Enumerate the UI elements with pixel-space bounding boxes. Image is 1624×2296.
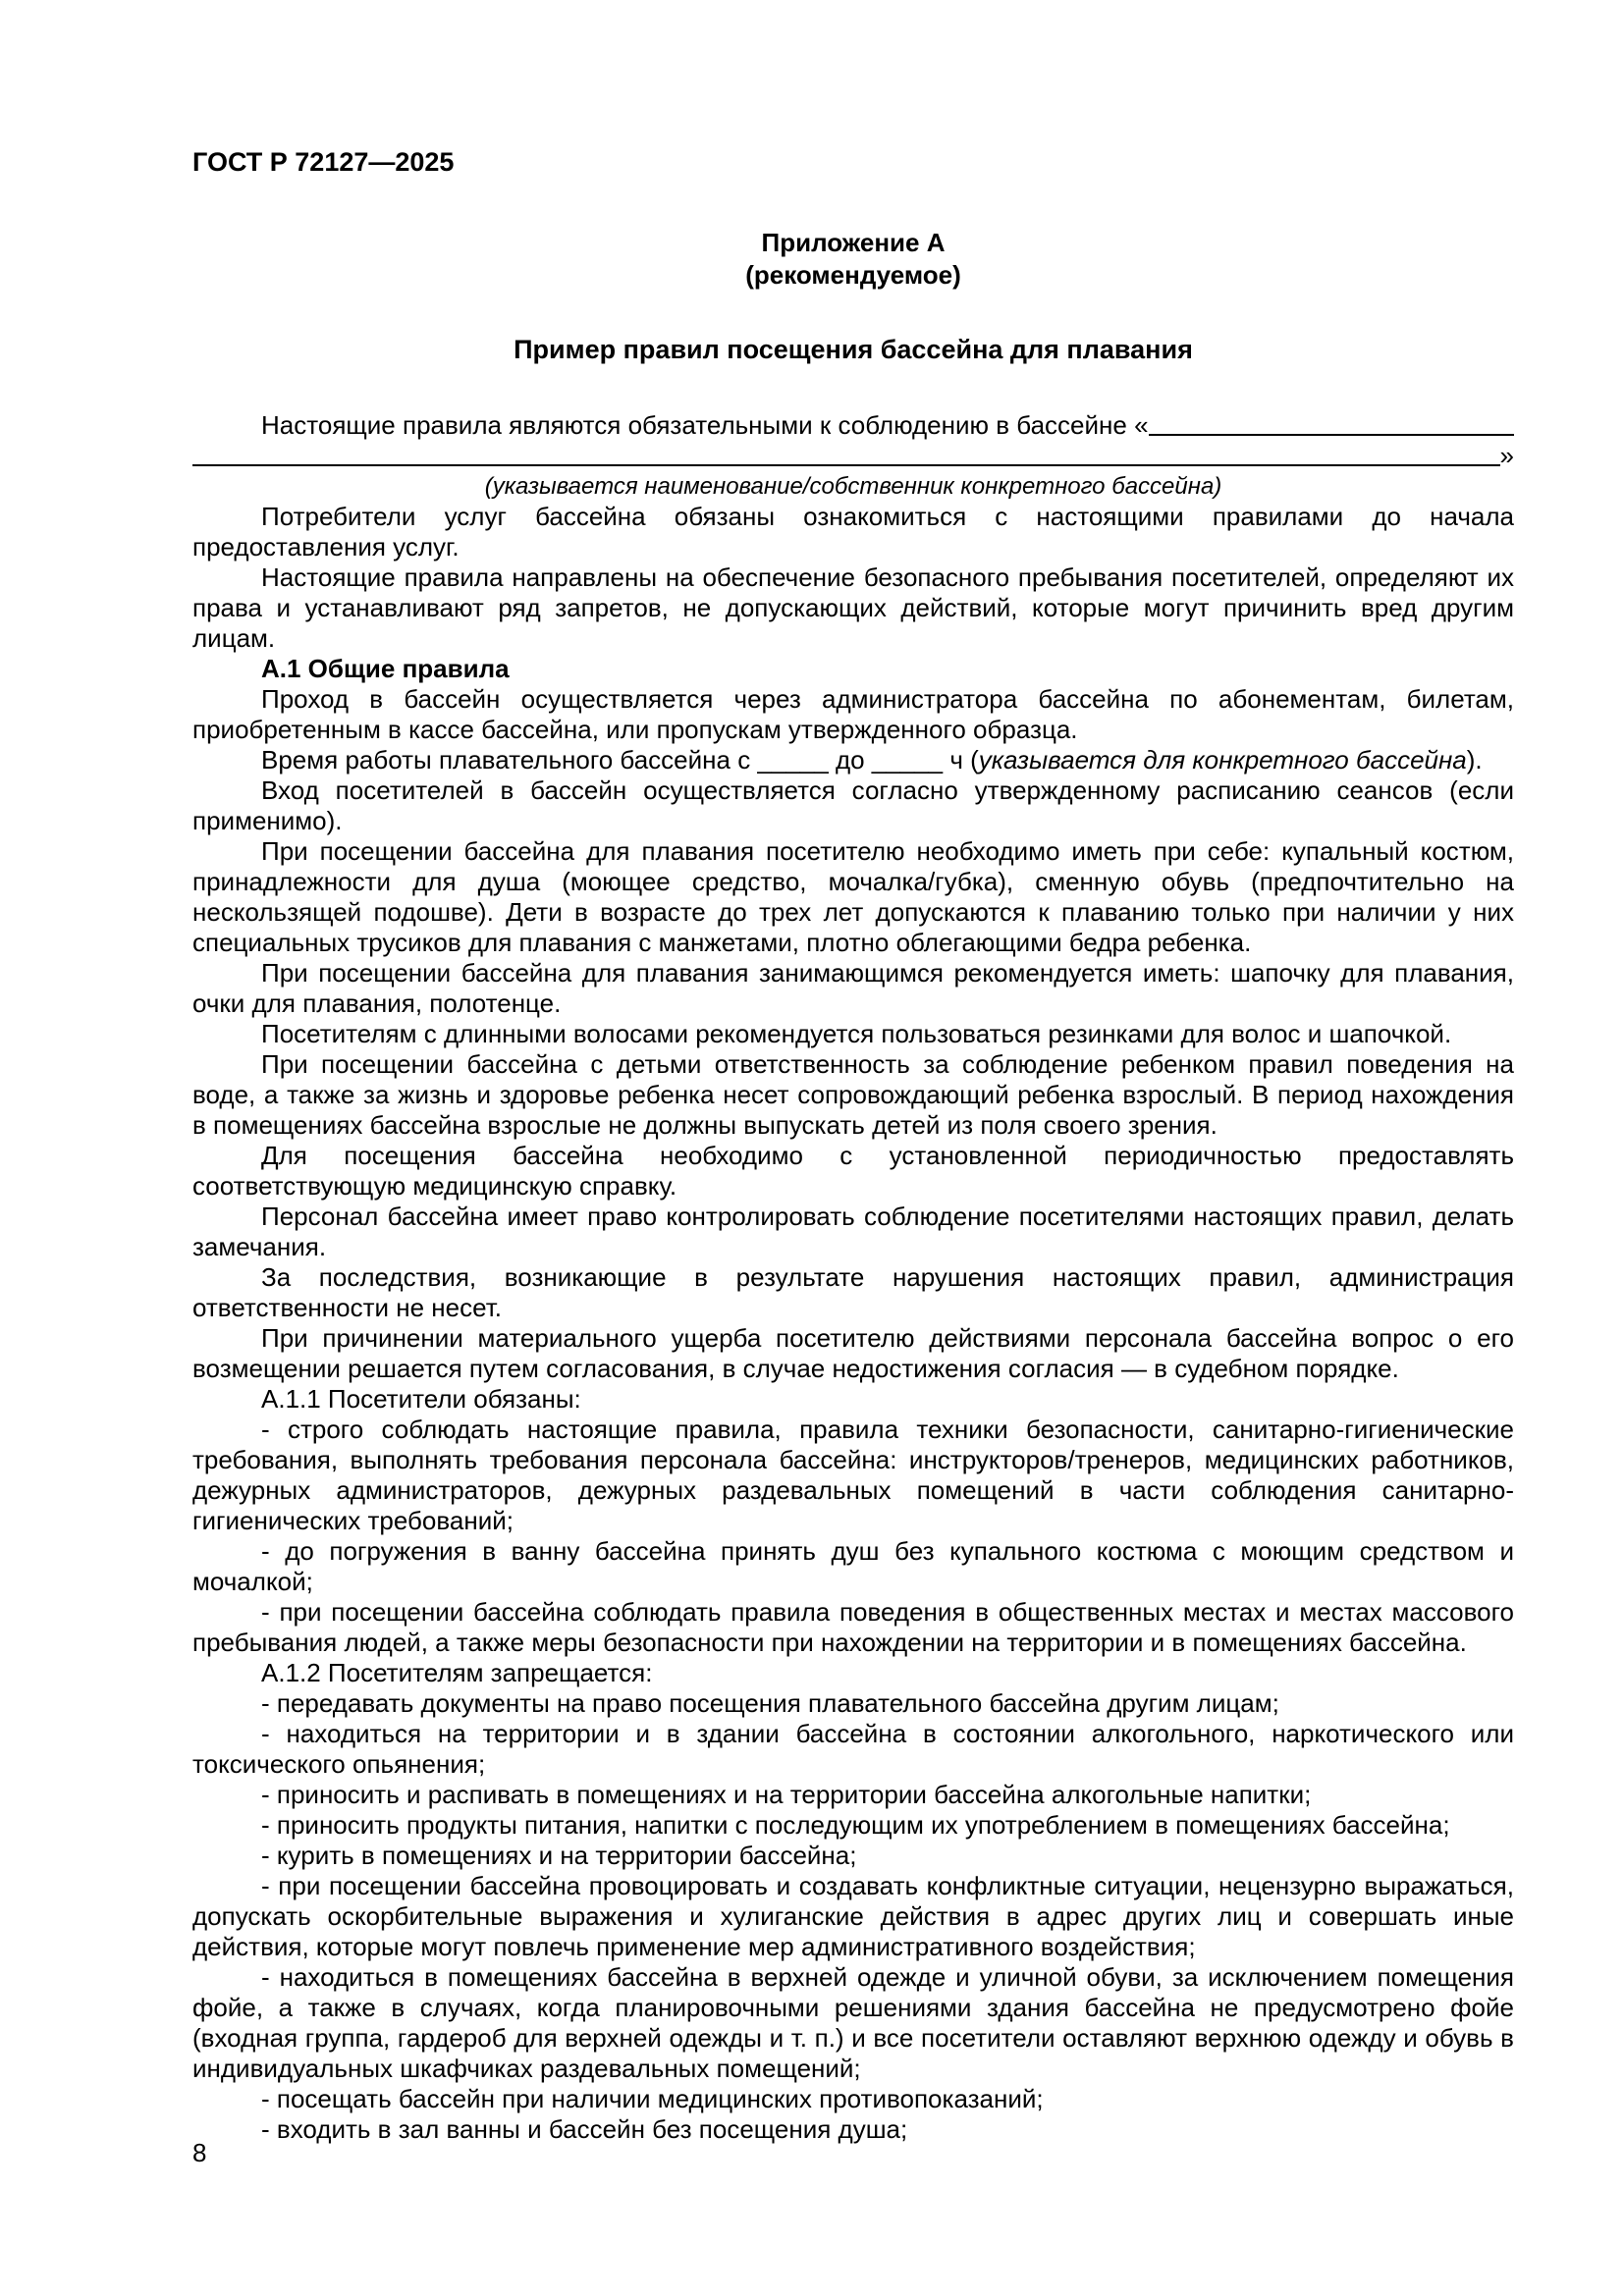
paragraph-text: - при посещении бассейна провоцировать и создавать конфликтные ситуации, нецензурно выражаться, допускать оскорбительные выражения и хулиганские действия в адрес других лиц и совершать иные действия, которые могут повлечь применение мер административного воздействия; [192,1871,1514,1961]
paragraph-text: - находиться в помещениях бассейна в верхней одежде и уличной обуви, за исключением помещения фойе, а также в случаях, когда планировочными решениями здания бассейна не предусмотрено фойе (входная группа, гардероб для верхней одежды и т. п.) и все посетители оставляют верхнюю одежду и обувь в индивидуальных шкафчиках раздевальных помещений; [192,1962,1514,2083]
paragraph-text: - приносить и распивать в помещениях и на территории бассейна алкогольные напитки; [261,1780,1312,1809]
paragraph-text: - передавать документы на право посещения плавательного бассейна другим лицам; [261,1688,1279,1718]
paragraph [192,1323,1514,1384]
paragraph-text: При посещении бассейна для плавания посетителю необходимо иметь при себе: купальный костюм, принадлежности для душа (моющее средство, мочалка/губка), сменную обувь (предпочтительно на нескользящей подошве). Дети в возрасте до трех лет допускаются к плаванию только при наличии у них специальных трусиков для плавания с манжетами, плотно облегающими бедра ребенка. [192,836,1514,957]
list-item [192,1780,1514,1810]
list-item [192,1536,1514,1597]
paragraph-text: За последствия, возникающие в результате нарушения настоящих правил, администрация ответственности не несет. [192,1262,1514,1322]
paragraph [192,1019,1514,1049]
paragraph-text: - приносить продукты питания, напитки с последующим их употреблением в помещениях бассейна; [261,1810,1450,1840]
paragraph [192,502,1514,562]
pool-name-line-2 [192,441,1514,471]
list-item [192,1962,1514,2084]
paragraph-text: - посещать бассейн при наличии медицинских противопоказаний; [261,2084,1044,2113]
paragraph-text: Для посещения бассейна необходимо с установленной периодичностью предоставлять соответствующую медицинскую справку. [192,1141,1514,1201]
paragraph-text: (указывается наименование/собственник конкретного бассейна) [484,473,1222,500]
list-item [192,1597,1514,1658]
list-item [192,1688,1514,1719]
paragraph-text: Персонал бассейна имеет право контролировать соблюдение посетителями настоящих правил, делать замечания. [192,1201,1514,1261]
paragraph-text: » [1499,441,1514,470]
list-item [192,1415,1514,1536]
blank-underline [1149,410,1514,436]
pool-name-line-1 [192,410,1514,441]
paragraph-text: Время работы плавательного бассейна с _____ до _____ ч ( [261,745,979,774]
list-item [192,1841,1514,1871]
paragraph [192,562,1514,654]
appendix-note: (рекомендуемое) [745,260,961,290]
paragraph-text: Потребители услуг бассейна обязаны ознакомиться с настоящими правилами до начала предоставления услуг. [192,502,1514,561]
subsection-a12-heading [192,1658,1514,1688]
paragraph-text: Проход в бассейн осуществляется через администратора бассейна по абонементам, билетам, приобретенным в кассе бассейна, или пропускам утвержденного образца. [192,684,1514,744]
paragraph-text: А.1.1 Посетители обязаны: [261,1384,581,1414]
paragraph-text: - входить в зал ванны и бассейн без посещения душа; [261,2114,908,2144]
document-title: Пример правил посещения бассейна для плавания [514,335,1193,364]
paragraph-text: Посетителям с длинными волосами рекомендуется пользоваться резинками для волос и шапочкой. [261,1019,1452,1048]
paragraph-text: ). [1466,745,1483,774]
paragraph-text: - курить в помещениях и на территории бассейна; [261,1841,857,1870]
paragraph-text: При посещении бассейна для плавания занимающимся рекомендуется иметь: шапочку для плавания, очки для плавания, полотенце. [192,958,1514,1018]
paragraph-text: А.1.2 Посетителям запрещается: [261,1658,653,1687]
paragraph-text: Настоящие правила направлены на обеспечение безопасного пребывания посетителей, определяют их права и устанавливают ряд запретов, не допускающих действий, которые могут причинить вред другим лицам. [192,562,1514,653]
list-item [192,1719,1514,1780]
doc-number: ГОСТ Р 72127—2025 [192,147,455,177]
list-item [192,2084,1514,2114]
paragraph [192,684,1514,745]
paragraph-text: При причинении материального ущерба посетителю действиями персонала бассейна вопрос о его возмещении решается путем согласования, в случае недостижения согласия — в судебном порядке. [192,1323,1514,1383]
page-number: 8 [192,2138,207,2167]
paragraph [192,836,1514,958]
appendix-label: Приложение А [761,228,946,257]
list-item [192,1810,1514,1841]
paragraph-text: А.1 Общие правила [261,654,510,683]
paragraph [192,775,1514,836]
paragraph [192,1201,1514,1262]
paragraph [192,1141,1514,1201]
paragraph-text: указывается для конкретного бассейна [978,745,1467,774]
paragraph-text: Вход посетителей в бассейн осуществляется согласно утвержденному расписанию сеансов (если применимо). [192,775,1514,835]
section-heading-a1 [192,654,1514,684]
paragraph [192,958,1514,1019]
paragraph [192,1262,1514,1323]
pool-name-caption [192,471,1514,502]
list-item [192,2114,1514,2145]
subsection-a11-heading [192,1384,1514,1415]
list-item [192,1871,1514,1962]
paragraph [192,745,1514,775]
document-body [192,410,1514,2145]
blank-underline [192,441,1500,466]
paragraph-text: - строго соблюдать настоящие правила, правила техники безопасности, санитарно-гигиенические требования, выполнять требования персонала бассейна: инструкторов/тренеров, медицинских работников, дежурных администраторов, дежурных раздевальных помещений в части соблюдения санитарно-гигиенических требований; [192,1415,1514,1535]
paragraph-text: - до погружения в ванну бассейна принять душ без купального костюма с моющим средством и мочалкой; [192,1536,1514,1596]
paragraph-text: При посещении бассейна с детьми ответственность за соблюдение ребенком правил поведения на воде, а также за жизнь и здоровье ребенка несет сопровождающий ребенка взрослый. В период нахождения в помещениях бассейна взрослые не должны выпускать детей из поля своего зрения. [192,1049,1514,1140]
paragraph [192,1049,1514,1141]
paragraph-text: - при посещении бассейна соблюдать правила поведения в общественных местах и местах массового пребывания людей, а также меры безопасности при нахождении на территории и в помещениях бассейна. [192,1597,1514,1657]
paragraph-text: Настоящие правила являются обязательными к соблюдению в бассейне « [261,410,1149,440]
paragraph-text: - находиться на территории и в здании бассейна в состоянии алкогольного, наркотического или токсического опьянения; [192,1719,1514,1779]
